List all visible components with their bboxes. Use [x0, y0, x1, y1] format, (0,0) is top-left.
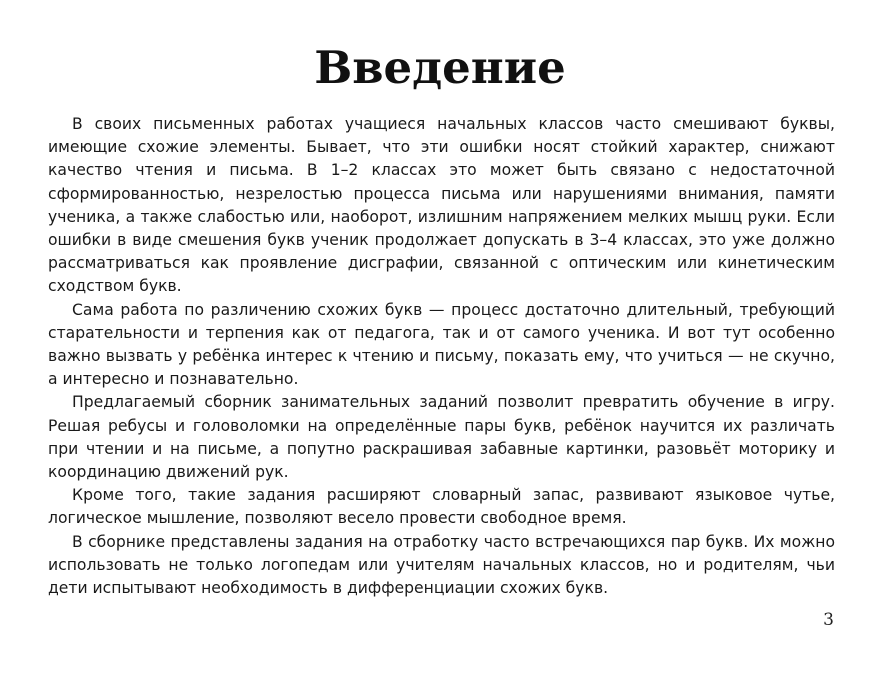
paragraph: В своих письменных работах учащиеся начальных классов часто смешивают буквы, имеющие схожие элементы. Бывает, что эти ошибки носят стойкий характер, снижают качество чтения и письма. В 1–2 классах это может быть связано с недостаточной сформированностью, незрелостью процесса письма или нарушениями внимания, памяти ученика, а также слабостью или, наоборот, излишним напряжением мелких мышц руки. Если ошибки в виде смешения букв ученик продолжает допускать в 3–4 классах, это уже должно рассматриваться как проявление дисграфии, связанной с оптическим или кинетическим сходством букв. [48, 115, 835, 296]
paragraph: Предлагаемый сборник занимательных заданий позволит превратить обучение в игру. Решая ребусы и головоломки на определённые пары букв, ребёнок научится их различать при чтении и на письме, а попутно раскрашивая забавные картинки, разовьёт моторику и координацию движений рук. [48, 393, 835, 482]
page-number: 3 [823, 610, 834, 630]
paragraph: Сама работа по различению схожих букв — процесс достаточно длительный, требующий старательности и терпения как от педагога, так и от самого ученика. И вот тут особенно важно вызвать у ребёнка интерес к чтению и письму, показать ему, что учиться — не скучно, а интересно и познавательно. [48, 300, 835, 389]
body-text [48, 113, 835, 600]
page-title: Введение [314, 41, 566, 94]
paragraph: В сборнике представлены задания на отработку часто встречающихся пар букв. Их можно использовать не только логопедам или учителям начальных классов, но и родителям, чьи дети испытывают необходимость в дифференциации схожих букв. [48, 532, 835, 598]
paragraph: Кроме того, такие задания расширяют словарный запас, развивают языковое чутье, логическое мышление, позволяют весело провести свободное время. [48, 486, 835, 528]
